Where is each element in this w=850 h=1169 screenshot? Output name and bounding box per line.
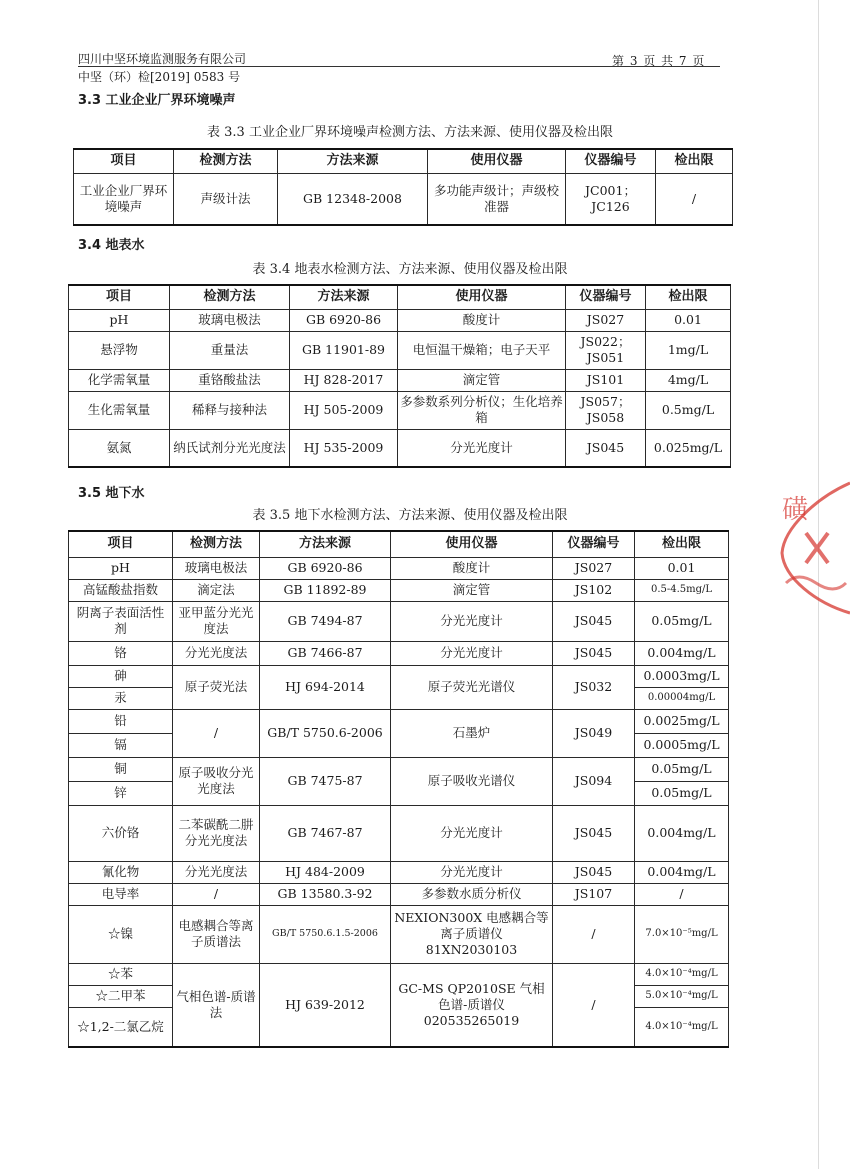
table-row: 生化需氧量 稀释与接种法 HJ 505-2009 多参数系列分析仪；生化培养箱 JS057；JS058 0.5mg/L [69, 391, 731, 429]
table-row: pH 玻璃电极法 GB 6920-86 酸度计 JS027 0.01 [69, 309, 731, 331]
table-row: 砷 原子荧光法 HJ 694-2014 原子荧光光谱仪 JS032 0.0003mg/L [69, 665, 729, 687]
table-row: ☆二甲苯 5.0×10⁻⁴mg/L [69, 985, 729, 1007]
table-row: 悬浮物 重量法 GB 11901-89 电恒温干燥箱；电子天平 JS022；JS051 1mg/L [69, 331, 731, 369]
table-row: 铜 原子吸收分光光度法 GB 7475-87 原子吸收光谱仪 JS094 0.05mg/L [69, 757, 729, 781]
col-header-source: 方法来源 [278, 149, 428, 173]
table-3-4: 项目 检测方法 方法来源 使用仪器 仪器编号 检出限 pH 玻璃电极法 GB 6920-86 酸度计 JS027 0.01 悬浮物 重量法 GB 11901-89 电恒温干燥箱；电子天平 JS022；JS051 1mg/L 化学需氧量 重铬酸盐法 HJ 828-2017 滴定管 JS101 4mg/L 生化需氧量 稀释与接种法 HJ 505-2009 多参数系列分析仪；生化培养箱 JS057；JS058 0.5mg/L 氨氮 纳氏试剂分光光度法 HJ 535-2009 分光光度计 JS045 0.025mg/L [68, 284, 731, 468]
col-header-method: 检测方法 [174, 149, 278, 173]
table-row: 工业企业厂界环境噪声 声级计法 GB 12348-2008 多功能声级计；声级校准器 JC001；JC126 / [74, 173, 733, 225]
col-header-id: 仪器编号 [566, 149, 656, 173]
table-3-5: 项目 检测方法 方法来源 使用仪器 仪器编号 检出限 pH 玻璃电极法 GB 6920-86 酸度计 JS027 0.01 高锰酸盐指数 滴定法 GB 11892-89 滴定管 JS102 0.5-4.5mg/L 阴离子表面活性剂 亚甲蓝分光光度法 GB 7494-87 分光光度计 JS045 0.05mg/L 铬 分光光度法 GB 7466-87 分光光度计 JS045 0.004mg/L 砷 原子荧光法 HJ 694-2014 原子荧光光谱仪 JS032 0.0003mg/L 汞 0.00004mg/L 铅 / GB/T 5750.6-2006 石墨炉 JS049 0.0025mg/L 镉 0.0005mg/L 铜 原子吸收分光光度法 GB 7475-87 原子吸收光谱仪 JS094 0.05mg/L 锌 0.05mg/L 六价铬 二苯碳酰二肼分光光度法 GB 7467-87 分光光度计 JS045 0.004mg/L 氰化物 分光光度法 HJ 484-2009 分光光度计 JS045 0.004mg/L 电导率 / GB 13580.3-92 多参数水质分析仪 JS107 / ☆镍 电感耦合等离子质谱法 GB/T 5750.6.1.5-2006 NEXION300X 电感耦合等离子质谱仪 81XN2030103 / 7.0×10⁻⁵mg/L ☆苯 气相色谱-质谱法 HJ 639-2012 GC-MS QP2010SE 气相色谱-质谱仪 020535265019 / 4.0×10⁻⁴mg/L ☆二甲苯 5.0×10⁻⁴mg/L ☆1,2-二氯乙烷 4.0×10⁻⁴mg/L [68, 530, 729, 1048]
header-page-number: 第 3 页 共 7 页 [612, 54, 706, 68]
header-rule [78, 66, 720, 67]
table-row: ☆镍 电感耦合等离子质谱法 GB/T 5750.6.1.5-2006 NEXION300X 电感耦合等离子质谱仪 81XN2030103 / 7.0×10⁻⁵mg/L [69, 905, 729, 963]
section-title-surface-water: 3.4 地表水 [78, 238, 145, 253]
caption-table-3-5: 表 3.5 地下水检测方法、方法来源、使用仪器及检出限 [252, 508, 568, 523]
col-header-item: 项目 [74, 149, 174, 173]
seal-stamp-icon [776, 478, 850, 618]
table-row: 氰化物 分光光度法 HJ 484-2009 分光光度计 JS045 0.004mg/L [69, 861, 729, 883]
svg-text:磺: 磺 [782, 495, 809, 525]
section-title-noise: 3.3 工业企业厂界环境噪声 [78, 93, 236, 108]
table-row: 铬 分光光度法 GB 7466-87 分光光度计 JS045 0.004mg/L [69, 641, 729, 665]
table-row: ☆1,2-二氯乙烷 4.0×10⁻⁴mg/L [69, 1007, 729, 1047]
table-row: 铅 / GB/T 5750.6-2006 石墨炉 JS049 0.0025mg/L [69, 709, 729, 733]
table-row: 氨氮 纳氏试剂分光光度法 HJ 535-2009 分光光度计 JS045 0.025mg/L [69, 429, 731, 467]
table-row: 锌 0.05mg/L [69, 781, 729, 805]
caption-table-3-3: 表 3.3 工业企业厂界环境噪声检测方法、方法来源、使用仪器及检出限 [207, 125, 613, 140]
section-title-groundwater: 3.5 地下水 [78, 486, 145, 501]
table-row: 六价铬 二苯碳酰二肼分光光度法 GB 7467-87 分光光度计 JS045 0.004mg/L [69, 805, 729, 861]
table-row: 镉 0.0005mg/L [69, 733, 729, 757]
header-doc-number: 中坚（环）检[2019] 0583 号 [78, 70, 241, 84]
table-3-3 [73, 148, 733, 226]
table-row: pH 玻璃电极法 GB 6920-86 酸度计 JS027 0.01 [69, 557, 729, 579]
table-row: 电导率 / GB 13580.3-92 多参数水质分析仪 JS107 / [69, 883, 729, 905]
table-row: 高锰酸盐指数 滴定法 GB 11892-89 滴定管 JS102 0.5-4.5mg/L [69, 579, 729, 601]
table-row: 阴离子表面活性剂 亚甲蓝分光光度法 GB 7494-87 分光光度计 JS045 0.05mg/L [69, 601, 729, 641]
col-header-limit: 检出限 [656, 149, 733, 173]
col-header-instrument: 使用仪器 [428, 149, 566, 173]
caption-table-3-4: 表 3.4 地表水检测方法、方法来源、使用仪器及检出限 [252, 262, 568, 277]
table-row: ☆苯 气相色谱-质谱法 HJ 639-2012 GC-MS QP2010SE 气相色谱-质谱仪 020535265019 / 4.0×10⁻⁴mg/L [69, 963, 729, 985]
header-company: 四川中坚环境监测服务有限公司 [78, 52, 247, 66]
table-row: 化学需氧量 重铬酸盐法 HJ 828-2017 滴定管 JS101 4mg/L [69, 369, 731, 391]
table-row: 汞 0.00004mg/L [69, 687, 729, 709]
